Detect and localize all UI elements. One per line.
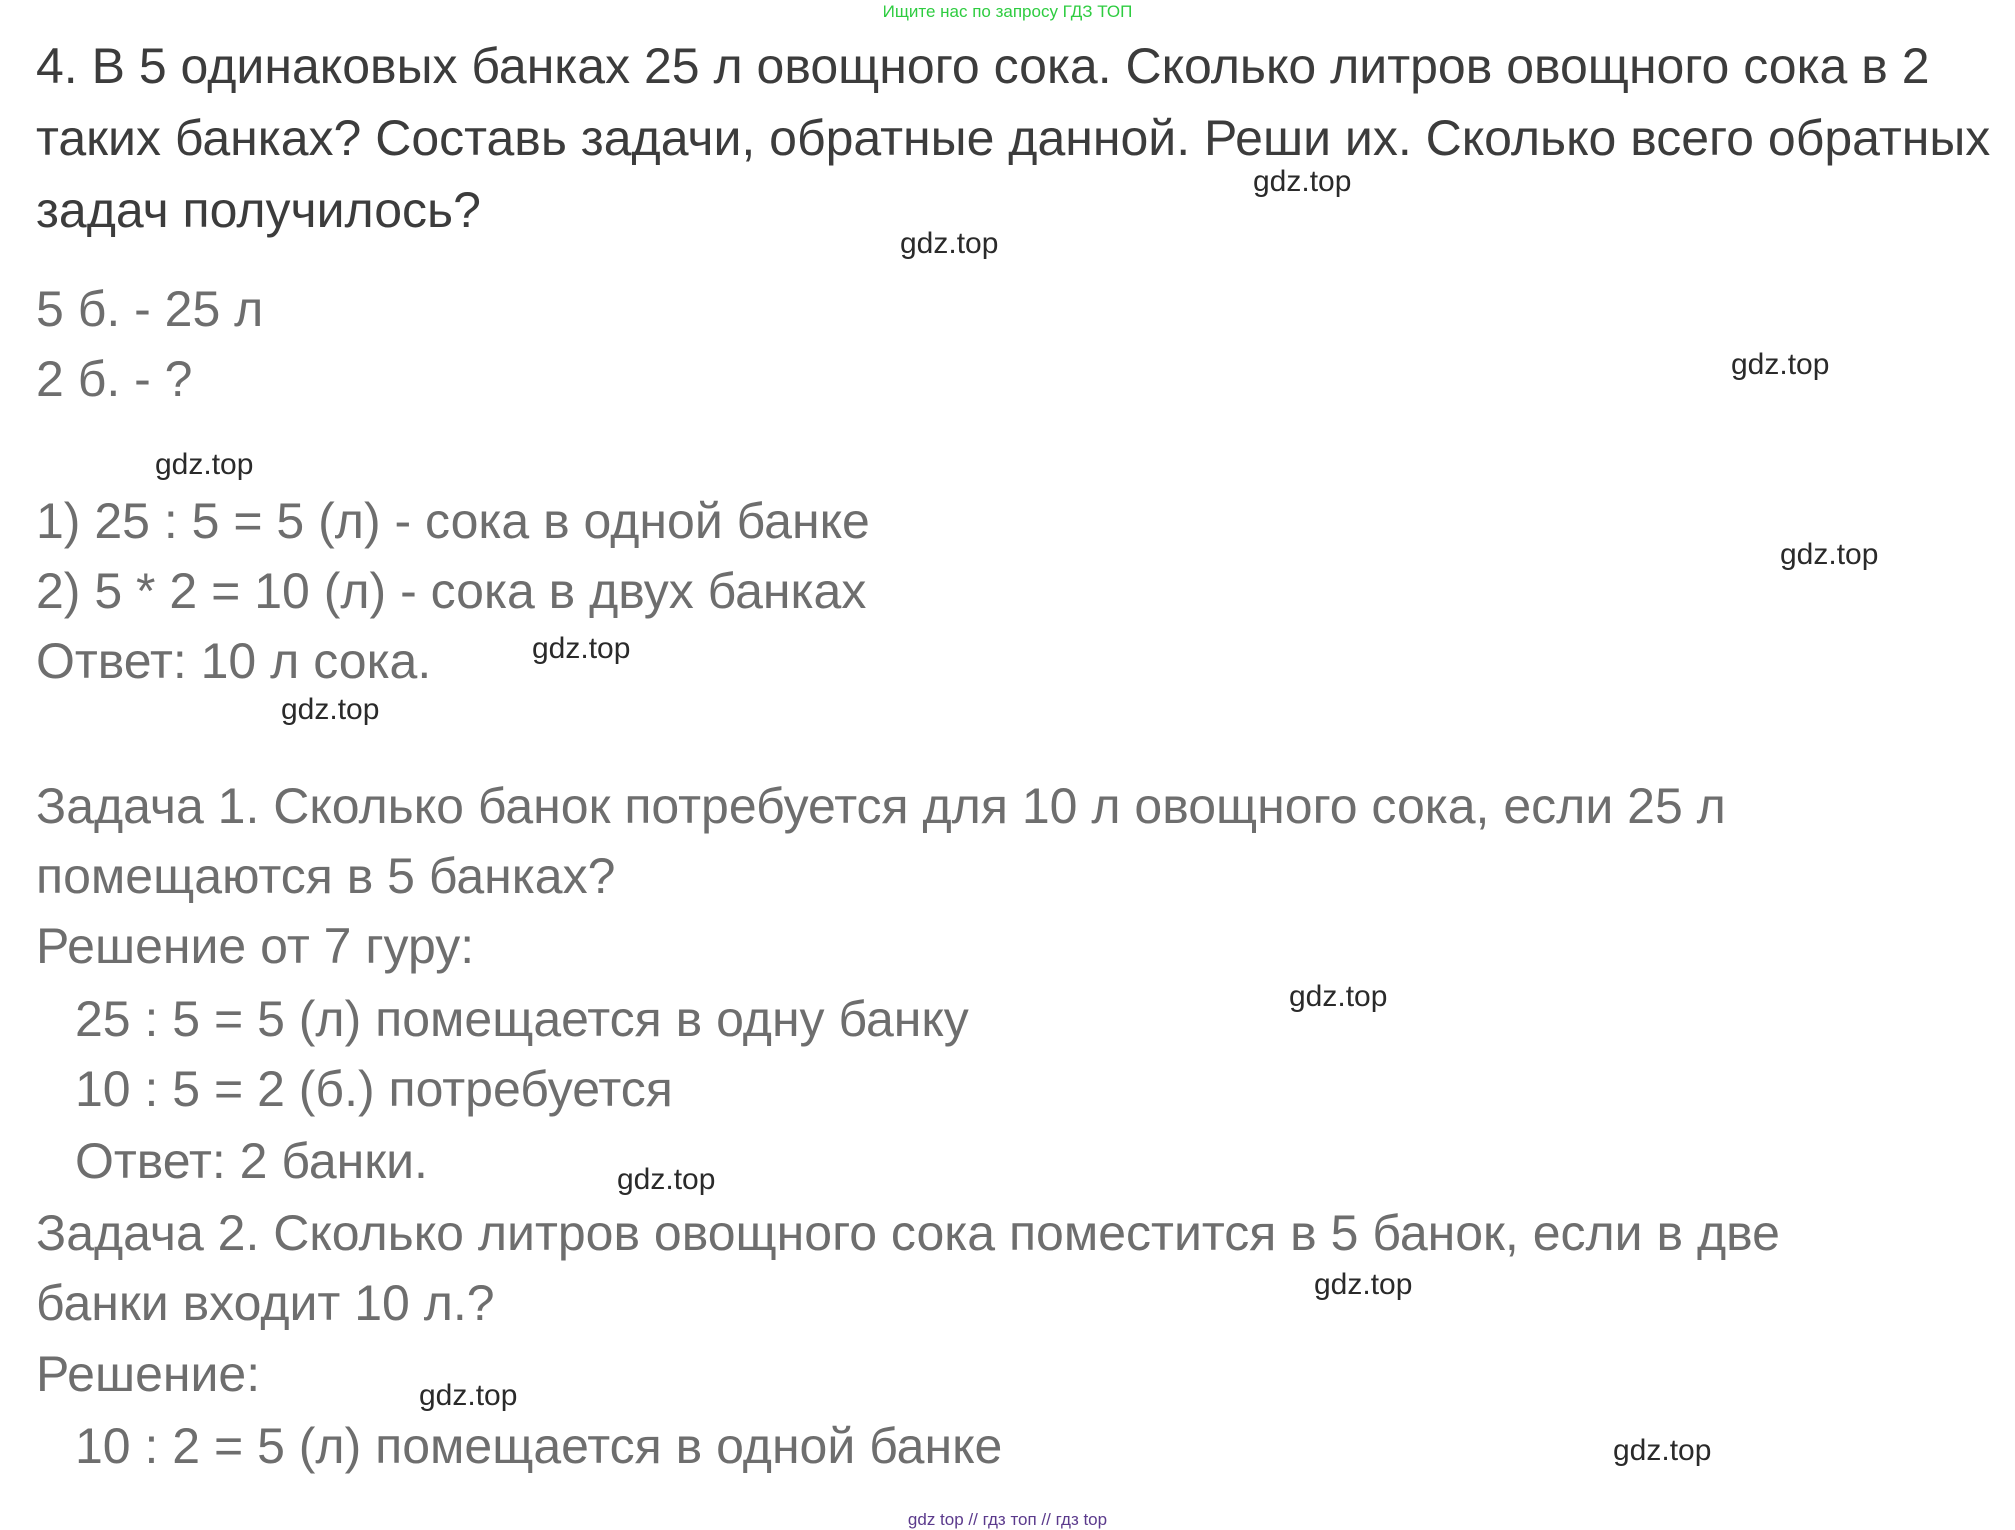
task1-answer: Ответ: 2 банки. — [75, 1133, 428, 1189]
task1-text-line-1: Задача 1. Сколько банок потребуется для 10 л овощного сока, если 25 л — [36, 778, 1726, 834]
watermark: gdz.top — [155, 448, 254, 481]
watermark: gdz.top — [281, 693, 380, 726]
watermark: gdz.top — [532, 632, 631, 665]
watermark: gdz.top — [1731, 348, 1830, 381]
watermark: gdz.top — [419, 1379, 518, 1412]
task-question: 4. В 5 одинаковых банках 25 л овощного сока. Сколько литров овощного сока в 2 таких банках? Составь задачи, обратные данной. Реши их. Сколько всего обратных задач получилось? — [36, 38, 1991, 238]
condition-line-1: 5 б. - 25 л — [36, 281, 264, 337]
watermark: gdz.top — [1613, 1434, 1712, 1467]
watermark: gdz.top — [617, 1163, 716, 1196]
solution-answer: Ответ: 10 л сока. — [36, 633, 432, 689]
top-banner-link[interactable]: Ищите нас по запросу ГДЗ ТОП — [882, 2, 1133, 21]
condition-line-2: 2 б. - ? — [36, 351, 193, 407]
footer-links[interactable]: gdz top // гдз топ // гдз top — [907, 1510, 1108, 1529]
task2-text-line-1: Задача 2. Сколько литров овощного сока поместится в 5 банок, если в две — [36, 1205, 1780, 1261]
watermark: gdz.top — [1780, 538, 1879, 571]
task1-solution-label: Решение от 7 гуру: — [36, 918, 475, 974]
task2-solution-label: Решение: — [36, 1346, 261, 1402]
task2-text-line-2: банки входит 10 л.? — [36, 1275, 495, 1331]
task1-step-2: 10 : 5 = 2 (б.) потребуется — [75, 1061, 673, 1117]
watermark: gdz.top — [1314, 1268, 1413, 1301]
task1-step-1: 25 : 5 = 5 (л) помещается в одну банку — [75, 991, 969, 1047]
watermark: gdz.top — [1289, 980, 1388, 1013]
task1-text-line-2: помещаются в 5 банках? — [36, 848, 616, 904]
task2-step-1: 10 : 2 = 5 (л) помещается в одной банке — [75, 1418, 1003, 1474]
solution-step-1: 1) 25 : 5 = 5 (л) - сока в одной банке — [36, 493, 870, 549]
watermark: gdz.top — [900, 227, 999, 260]
solution-step-2: 2) 5 * 2 = 10 (л) - сока в двух банках — [36, 563, 867, 619]
watermark: gdz.top — [1253, 165, 1352, 198]
